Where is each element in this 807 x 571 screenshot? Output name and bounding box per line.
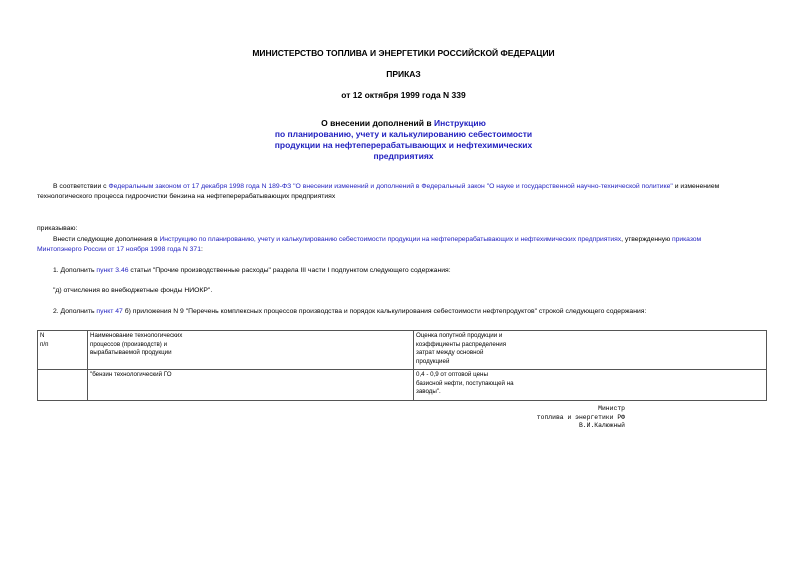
- header-eval-4: продукцией: [416, 357, 450, 365]
- p1-text-a: В соответствии с: [53, 183, 109, 190]
- row-eval-1: 0,4 - 0,9 от оптовой цены: [416, 371, 488, 378]
- row-eval-2: базисной нефти, поступающей на: [416, 379, 514, 387]
- date-number-heading: от 12 октября 1999 года N 339: [341, 90, 466, 100]
- row-cell-number: [38, 370, 88, 401]
- header-name-2: процессов (производств) и: [90, 340, 168, 348]
- paragraph-item-1: [53, 266, 451, 276]
- p2-text-c: :: [200, 246, 203, 253]
- p3-text-b: статьи "Прочие производственные расходы" раздела III части I подпунктом следующего содержания:: [128, 267, 451, 274]
- federal-law-link[interactable]: Федеральным законом от 17 декабря 1998 года N 189-ФЗ "О внесении изменений и дополнений в Федеральный закон "О науке и государственной научно-технической политике": [108, 183, 673, 190]
- header-eval-1: Оценка попутной продукции и: [416, 332, 503, 339]
- order-word: приказываю:: [37, 225, 78, 232]
- order-link-b[interactable]: Минтопэнерго России от 17 ноября 1998 года N 371: [37, 246, 201, 253]
- header-name-1: Наименование технологических: [90, 332, 183, 339]
- header-cell-name: [88, 331, 414, 370]
- title-line-2[interactable]: по планированию, учету и калькулированию себестоимости: [274, 129, 533, 139]
- signature-title: Министр: [598, 405, 625, 412]
- instruction-link[interactable]: Инструкцию по планированию, учету и калькулированию себестоимости продукции на нефтеперерабатывающих и нефтехимических предприятиях: [159, 236, 622, 243]
- paragraph-item-2: [53, 307, 646, 317]
- table-header-row: [38, 331, 767, 370]
- signature-name: В.И.Калюжный: [578, 422, 625, 429]
- processes-table: [37, 330, 767, 401]
- p3-text-a: 1. Дополнить: [53, 267, 97, 274]
- row-eval-3: заводы".: [416, 388, 441, 396]
- p5-text-a: 2. Дополнить: [53, 308, 97, 315]
- p2-text-a: Внести следующие дополнения в: [53, 236, 160, 243]
- header-number-2: п/п: [40, 340, 49, 348]
- paragraph-item-1-text: "д) отчисления во внебюджетные фонды НИОКР".: [53, 287, 213, 294]
- title-line-3[interactable]: продукции на нефтеперерабатывающих и нефтехимических: [274, 140, 533, 150]
- header-eval-2: коэффициенты распределения: [416, 340, 507, 348]
- header-number-1: N: [40, 332, 45, 339]
- p2-text-b: , утвержденную: [621, 236, 672, 243]
- p1-text-c: технологического процесса гидроочистки бензина на нефтеперерабатывающих предприятиях: [37, 193, 336, 200]
- title-line-4[interactable]: предприятиях: [373, 151, 434, 161]
- point-3-46-link[interactable]: пункт 3.46: [96, 267, 129, 274]
- row-cell-name: "бензин технологический ГО: [88, 370, 414, 401]
- ministry-heading: МИНИСТЕРСТВО ТОПЛИВА И ЭНЕРГЕТИКИ РОССИЙСКОЙ ФЕДЕРАЦИИ: [252, 48, 555, 58]
- p5-text-b: б) приложения N 9 "Перечень комплексных процессов производства и порядок калькулирования себестоимости нефтепродуктов" строкой следующего содержания:: [122, 308, 647, 315]
- header-eval-3: затрат между основной: [416, 349, 484, 357]
- paragraph-basis: [37, 182, 769, 202]
- signature-ministry: топлива и энергетики РФ: [536, 413, 625, 421]
- order-link-a[interactable]: приказом: [671, 236, 702, 243]
- row-cell-evaluation: [414, 370, 767, 401]
- header-cell-evaluation: [414, 331, 767, 370]
- title-instruction-link[interactable]: Инструкцию: [433, 118, 486, 128]
- doc-type-heading: ПРИКАЗ: [386, 69, 421, 79]
- point-47-link[interactable]: пункт 47: [96, 308, 123, 315]
- signature-block: [500, 405, 625, 431]
- document-title: [0, 118, 807, 162]
- header-cell-number: [38, 331, 88, 370]
- title-prefix: О внесении дополнений в: [321, 118, 434, 128]
- header-name-3: вырабатываемой продукции: [90, 349, 172, 357]
- paragraph-additions: [37, 235, 769, 255]
- p1-text-b: и изменением: [672, 183, 720, 190]
- table-row: [38, 370, 767, 401]
